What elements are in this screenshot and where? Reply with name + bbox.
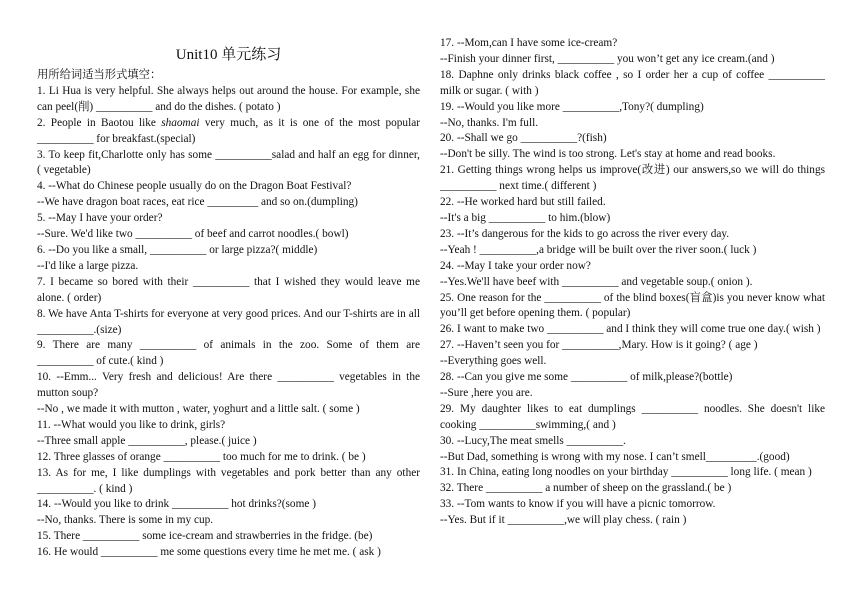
question-line: --But Dad, something is wrong with my nose. I can’t smell_________.(good)	[440, 450, 790, 463]
question-line: --Yes.We'll have beef with __________ and vegetable soup.( onion ).	[440, 275, 753, 288]
question-line: 20. --Shall we go __________?(fish)	[440, 132, 607, 145]
question-line: 21. Getting things wrong helps us improve(改进) our answers,so we will do things __________ next time.( different )	[440, 164, 825, 193]
question-line: 3. To keep fit,Charlotte only has some __________salad and half an egg for dinner, ( vegetable)	[37, 148, 420, 177]
question-line: 17. --Mom,can I have some ice-cream?	[440, 37, 618, 49]
instruction-text: 用所给词适当形式填空：	[37, 69, 162, 81]
question-line: 33. --Tom wants to know if you will have a picnic tomorrow.	[440, 498, 716, 511]
question-line: 5. --May I have your order?	[37, 212, 163, 225]
question-line: 23. --It’s dangerous for the kids to go across the river every day.	[440, 227, 730, 240]
right-column	[440, 36, 825, 529]
question-line: --We have dragon boat races, eat rice _________ and so on.(dumpling)	[37, 196, 358, 209]
question-line: --No, thanks. There is some in my cup.	[37, 514, 214, 527]
question-line: 1. Li Hua is very helpful. She always helps out around the house. For example, she can peel(削) __________ and do the dishes. ( potato )	[37, 84, 420, 113]
question-line: --Yes. But if it __________,we will play chess. ( rain )	[440, 514, 687, 527]
question-line: 26. I want to make two __________ and I think they will come true one day.( wish )	[440, 323, 821, 336]
question-line: --Everything goes well.	[440, 355, 547, 368]
question-line: 11. --What would you like to drink, girls?	[37, 418, 226, 431]
question-line: 6. --Do you like a small, __________ or large pizza?( middle)	[37, 243, 318, 256]
question-line: 2. People in Baotou like shaomai very much, as it is one of the most popular __________ for breakfast.(special)	[37, 116, 420, 145]
question-line: 27. --Haven’t seen you for __________,Mary. How is it going? ( age )	[440, 339, 758, 352]
page-title: Unit10 单元练习	[175, 47, 282, 63]
question-line: 12. Three glasses of orange __________ too much for me to drink. ( be )	[37, 450, 366, 463]
question-line: --Finish your dinner first, __________ you won’t get any ice cream.(and )	[440, 52, 775, 65]
question-line: 30. --Lucy,The meat smells __________.	[440, 434, 626, 447]
question-line: --Sure ,here you are.	[440, 386, 533, 399]
question-line: --Three small apple __________, please.( juice )	[37, 434, 257, 447]
question-line: --It's a big __________ to him.(blow)	[440, 211, 611, 224]
question-line: 24. --May I take your order now?	[440, 259, 591, 272]
question-line: --Don't be silly. The wind is too strong. Let's stay at home and read books.	[440, 148, 776, 161]
question-line: 10. --Emm... Very fresh and delicious! Are there __________ vegetables in the mutton soup?	[37, 371, 420, 400]
question-line: 8. We have Anta T-shirts for everyone at very good prices. And our T-shirts are in all __________.(size)	[37, 307, 420, 336]
question-line: 18. Daphne only drinks black coffee , so I order her a cup of coffee __________ milk or sugar. ( with )	[440, 68, 825, 97]
question-line: 13. As for me, I like dumplings with vegetables and pork better than any other __________. ( kind )	[37, 466, 420, 495]
question-line: 15. There __________ some ice-cream and strawberries in the fridge. (be)	[37, 530, 373, 543]
question-line: 31. In China, eating long noodles on your birthday __________ long life. ( mean )	[440, 466, 812, 479]
left-column	[37, 0, 420, 561]
question-line: 22. --He worked hard but still failed.	[440, 196, 606, 209]
question-line: 32. There __________ a number of sheep on the grassland.( be )	[440, 482, 732, 495]
question-line: 7. I became so bored with their __________ that I wished they would leave me alone. ( order)	[37, 275, 420, 304]
question-line: 29. My daughter likes to eat dumplings __________ noodles. She doesn't like cooking __________swimming,( and )	[440, 402, 825, 431]
question-line: 9. There are many __________ of animals in the zoo. Some of them are __________ of cute.( kind )	[37, 339, 420, 368]
question-line: 14. --Would you like to drink __________ hot drinks?(some )	[37, 498, 316, 511]
question-list-right	[440, 36, 825, 529]
question-line: 16. He would __________ me some questions every time he met me. ( ask )	[37, 546, 381, 559]
question-line: --Sure. We'd like two __________ of beef and carrot noodles.( bowl)	[37, 228, 349, 241]
question-line: 19. --Would you like more __________,Tony?( dumpling)	[440, 100, 704, 113]
question-line: --No , we made it with mutton , water, yoghurt and a little salt. ( some )	[37, 403, 360, 416]
question-line: --No, thanks. I'm full.	[440, 116, 539, 129]
question-list-left	[37, 84, 420, 561]
question-line: --Yeah ! __________,a bridge will be built over the river soon.( luck )	[440, 243, 757, 256]
question-line: 4. --What do Chinese people usually do on the Dragon Boat Festival?	[37, 180, 352, 193]
question-line: 28. --Can you give me some __________ of milk,please?(bottle)	[440, 371, 733, 384]
question-line: --I'd like a large pizza.	[37, 259, 139, 272]
question-line: 25. One reason for the __________ of the blind boxes(盲盒)is you never know what you’ll get before opening them. ( popular)	[440, 291, 825, 320]
